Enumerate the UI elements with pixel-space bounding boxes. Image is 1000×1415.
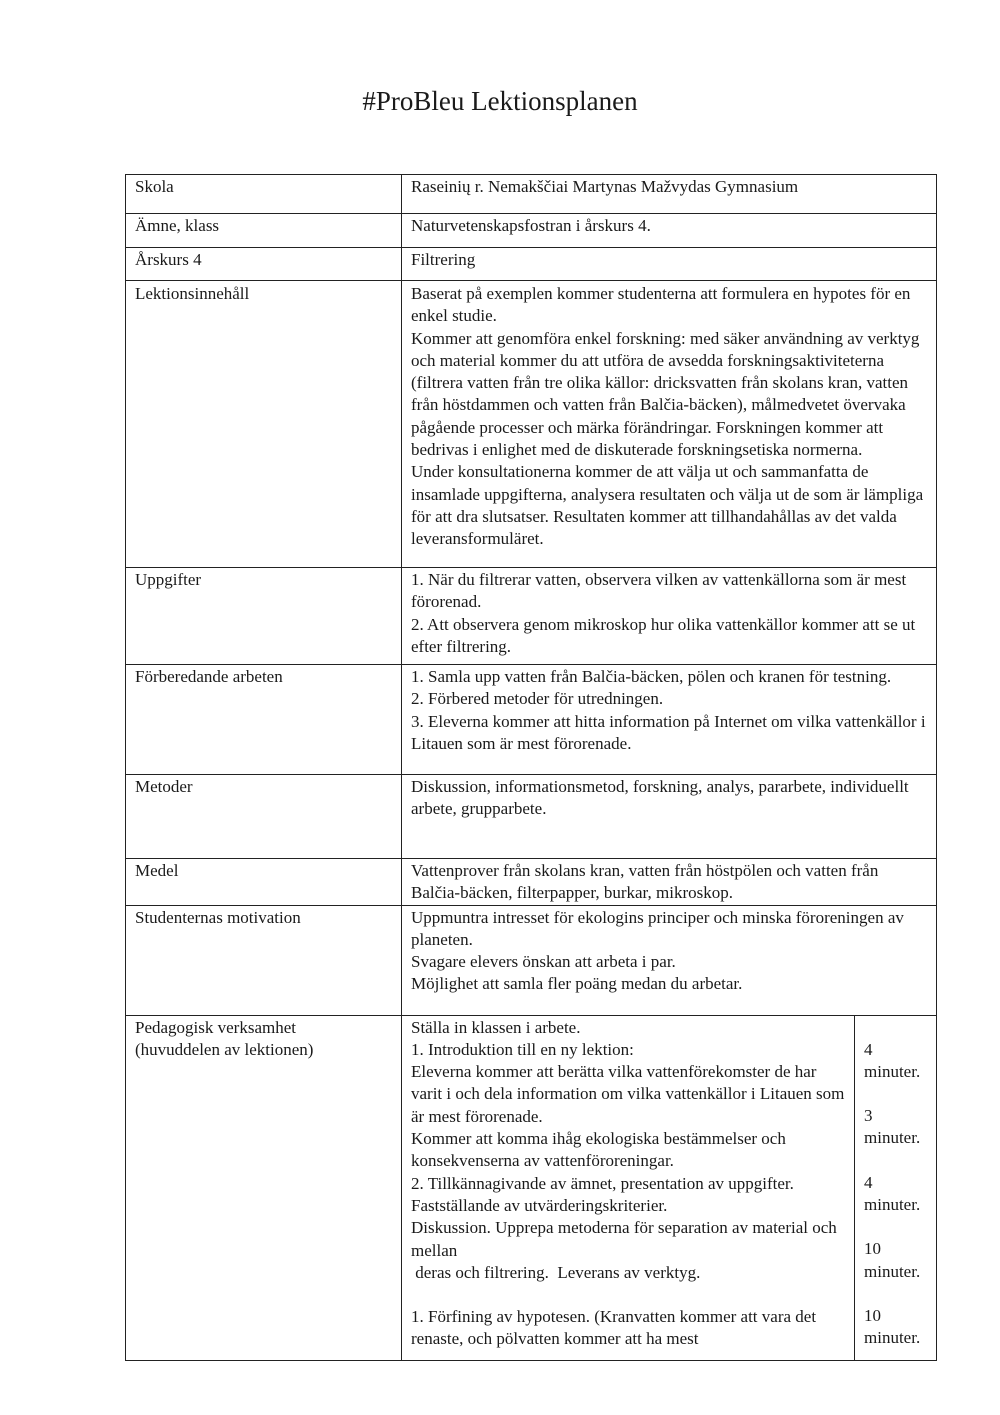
forberedande-paragraph: 1. Samla upp vatten från Balčia-bäcken, pölen och kranen för testning.	[411, 667, 892, 686]
forberedande-paragraph: 2. Förbered metoder för utredningen.	[411, 689, 664, 709]
row-uppgifter	[126, 568, 937, 665]
paragraph-gap	[411, 1284, 846, 1306]
motivation-paragraph: Möjlighet att samla fler poäng medan du arbetar.	[411, 974, 743, 994]
label-uppgifter: Uppgifter	[126, 568, 402, 665]
page-title: #ProBleu Lektionsplanen	[362, 86, 638, 116]
uppgifter-paragraph: 1. När du filtrerar vatten, observera vilken av vattenkällorna som är mest förorenad.	[411, 570, 907, 612]
label-lektionsinnehall: Lektionsinnehåll	[126, 281, 402, 568]
value-uppgifter	[402, 568, 937, 665]
value-forberedande	[402, 665, 937, 775]
value-arskurs: Filtrering	[402, 248, 937, 281]
pedagogisk-paragraph: Eleverna kommer att berätta vilka vattenförekomster de har varit i och dela information om vilka vattenkällor i Litauen som är mest förorenade.	[411, 1062, 845, 1126]
pedagogisk-paragraph: Fastställande av utvärderingskriterier.	[411, 1195, 668, 1215]
row-pedagogisk	[126, 1015, 937, 1360]
pedagogisk-label-line: (huvuddelen av lektionen)	[135, 1039, 314, 1059]
time-value: 3	[864, 1106, 873, 1126]
pedagogisk-paragraph: Ställa in klassen i arbete.	[411, 1017, 581, 1037]
time-value: 4	[864, 1039, 873, 1059]
pedagogisk-paragraph: Diskussion. Upprepa metoderna för separation av material och mellan	[411, 1218, 837, 1260]
time-spacer	[864, 1216, 928, 1238]
time-value: 4	[864, 1172, 873, 1192]
time-unit: minuter.	[864, 1328, 921, 1348]
time-unit: minuter.	[864, 1195, 921, 1215]
label-metoder: Metoder	[126, 775, 402, 859]
value-medel: Vattenprover från skolans kran, vatten från höstpölen och vatten från Balčia-bäcken, filterpapper, burkar, mikroskop.	[402, 859, 937, 906]
label-medel: Medel	[126, 859, 402, 906]
lektionsinnehall-paragraph: Baserat på exemplen kommer studenterna att formulera en hypotes för en enkel studie.	[411, 284, 911, 326]
time-value: 10	[864, 1305, 881, 1325]
row-lektionsinnehall	[126, 281, 937, 568]
row-amne	[126, 214, 937, 248]
row-forberedande	[126, 665, 937, 775]
pedagogisk-paragraph: deras och filtrering. Leverans av verktyg.	[411, 1262, 701, 1282]
label-arskurs: Årskurs 4	[126, 248, 402, 281]
value-metoder: Diskussion, informationsmetod, forskning, analys, pararbete, individuellt arbete, grupparbete.	[402, 775, 937, 859]
label-amne: Ämne, klass	[126, 214, 402, 248]
lesson-plan-table	[125, 174, 937, 1361]
pedagogisk-paragraph: 1. Förfining av hypotesen. (Kranvatten kommer att vara det renaste, och pölvatten kommer att ha mest	[411, 1307, 817, 1349]
pedagogisk-paragraph: 2. Tillkännagivande av ämnet, presentation av uppgifter.	[411, 1173, 794, 1193]
pedagogisk-paragraph: 1. Introduktion till en ny lektion:	[411, 1039, 634, 1059]
time-column	[855, 1015, 937, 1360]
value-lektionsinnehall	[402, 281, 937, 568]
row-motivation	[126, 905, 937, 1015]
value-motivation	[402, 905, 937, 1015]
row-metoder	[126, 775, 937, 859]
value-amne: Naturvetenskapsfostran i årskurs 4.	[402, 214, 937, 248]
time-value: 10	[864, 1239, 881, 1259]
uppgifter-paragraph: 2. Att observera genom mikroskop hur olika vattenkällor kommer att se ut efter filtrering.	[411, 614, 916, 656]
pedagogisk-paragraph: Kommer att komma ihåg ekologiska bestämmelser och konsekvenserna av vattenföroreningar.	[411, 1129, 786, 1171]
time-spacer	[864, 1150, 928, 1172]
motivation-paragraph: Uppmuntra intresset för ekologins principer och minska föroreningen av planeten.	[411, 907, 904, 949]
lektionsinnehall-paragraph: Kommer att genomföra enkel forskning: med säker användning av verktyg och material kommer du att utföra de avsedda forskningsaktiviteterna (filtrera vatten från tre olika källor: dricksvatten från skolans kran, vatten från höstdammen och vatten från Balčia-bäcken), målmedvetet övervaka pågående processer och märka förändringar. Forskningen kommer att bedrivas i enlighet med de diskuterade forskningsetiska normerna.	[411, 328, 920, 460]
label-skola: Skola	[126, 175, 402, 214]
time-unit: minuter.	[864, 1261, 921, 1281]
pedagogisk-label-line: Pedagogisk verksamhet	[135, 1017, 296, 1037]
time-unit: minuter.	[864, 1128, 921, 1148]
time-spacer	[864, 1083, 928, 1105]
row-skola	[126, 175, 937, 214]
row-medel	[126, 859, 937, 906]
label-motivation: Studenternas motivation	[126, 905, 402, 1015]
motivation-paragraph: Svagare elevers önskan att arbeta i par.	[411, 952, 676, 972]
label-pedagogisk	[126, 1015, 402, 1360]
time-spacer	[864, 1017, 928, 1039]
lektionsinnehall-paragraph: Under konsultationerna kommer de att välja ut och sammanfatta de insamlade uppgifterna, analysera resultaten och välja ut de som är lämpliga för att dra slutsatser. Resultaten kommer att tillhandahållas av det valda leveransformuläret.	[411, 462, 924, 549]
value-skola: Raseinių r. Nemakščiai Martynas Mažvydas Gymnasium	[402, 175, 937, 214]
time-unit: minuter.	[864, 1061, 921, 1081]
label-forberedande: Förberedande arbeten	[126, 665, 402, 775]
forberedande-paragraph: 3. Eleverna kommer att hitta information på Internet om vilka vattenkällor i Litauen som är mest förorenade.	[411, 711, 926, 753]
time-spacer	[864, 1283, 928, 1305]
value-pedagogisk	[402, 1015, 855, 1360]
row-arskurs	[126, 248, 937, 281]
